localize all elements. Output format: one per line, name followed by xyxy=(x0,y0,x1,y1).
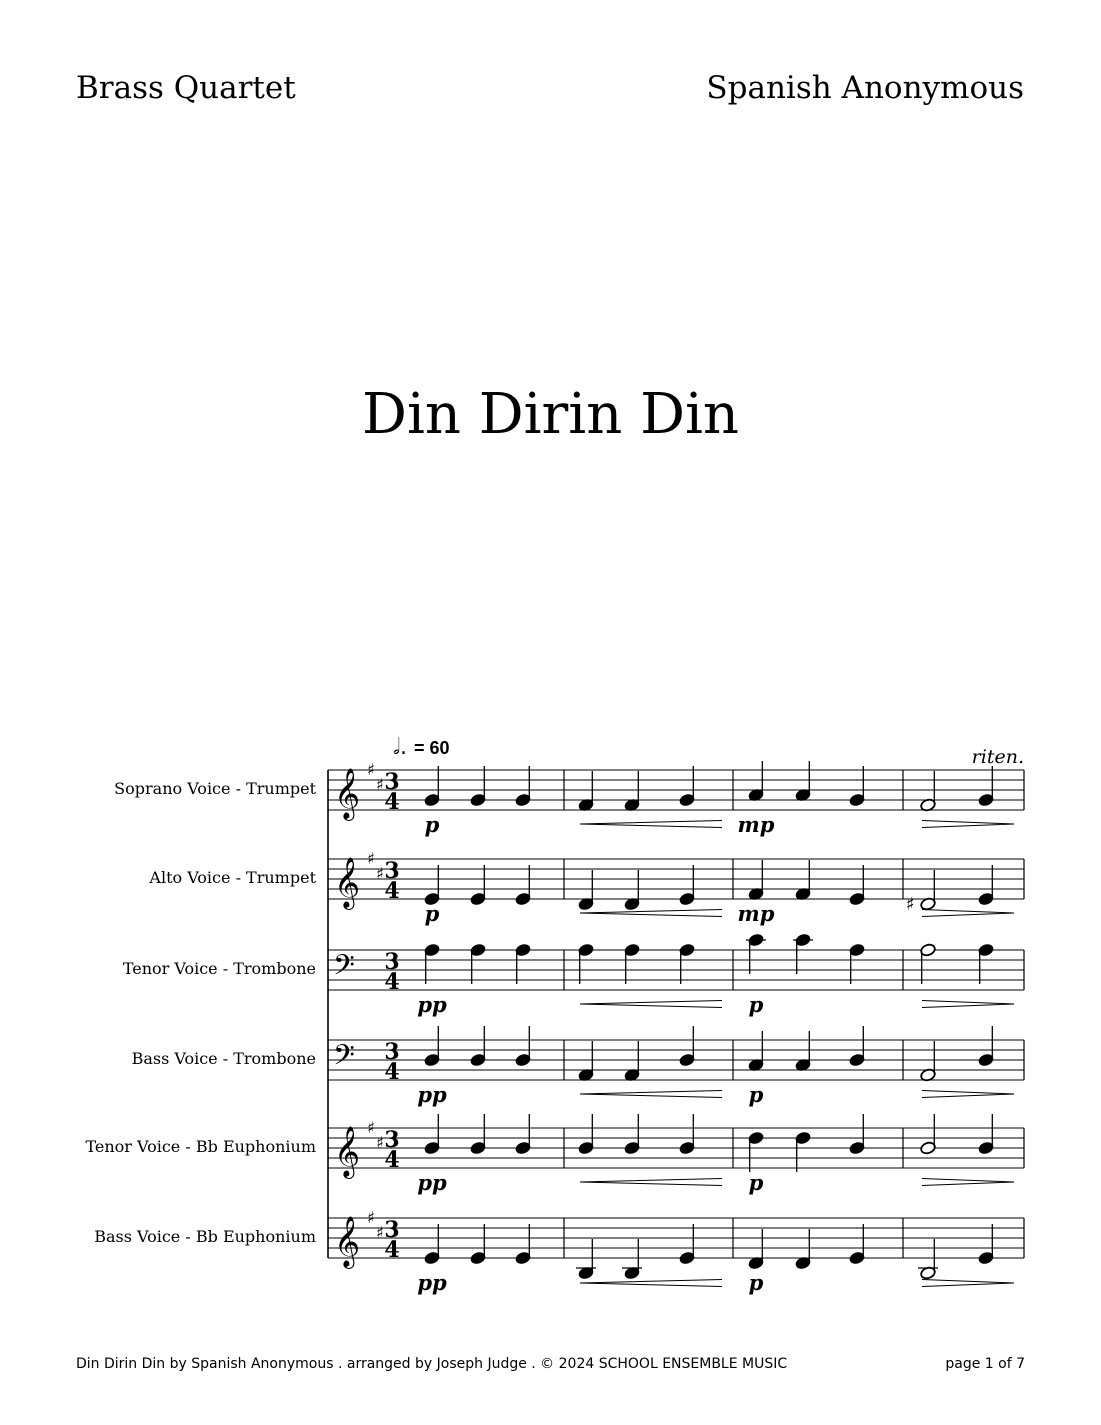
dynamic-marking: pp xyxy=(417,1270,447,1295)
dynamic-marking: p xyxy=(748,992,764,1017)
dynamic-marking: p xyxy=(748,1270,764,1295)
bass-clef-icon: 𝄢 xyxy=(333,949,355,989)
staff-label: Bass Voice - Bb Euphonium xyxy=(94,1227,316,1246)
crescendo-hairpin xyxy=(580,821,722,828)
diminuendo-hairpin xyxy=(922,1179,1014,1186)
key-sharp-f-icon: ♯ xyxy=(367,1118,375,1137)
key-sharp-f-icon: ♯ xyxy=(367,1208,375,1227)
dynamic-marking: pp xyxy=(417,992,447,1017)
accidental-sharp-icon: ♯ xyxy=(906,894,915,915)
footer-credits: Din Dirin Din by Spanish Anonymous . arranged by Joseph Judge . © 2024 SCHOOL ENSEMBLE MUSIC xyxy=(76,1356,788,1372)
diminuendo-hairpin xyxy=(922,1280,1014,1287)
time-sig-bottom: 4 xyxy=(384,1059,400,1085)
header-composer: Spanish Anonymous xyxy=(706,70,1024,106)
treble-clef-icon: 𝄞 xyxy=(334,1216,361,1267)
page-number: page 1 of 7 xyxy=(945,1356,1025,1372)
dynamic-marking: p xyxy=(748,1170,764,1195)
time-sig-bottom: 4 xyxy=(384,878,400,904)
diminuendo-hairpin xyxy=(922,1001,1014,1008)
key-sharp-c-icon: ♯ xyxy=(376,1223,384,1242)
key-sharp-f-icon: ♯ xyxy=(367,849,375,868)
time-sig-bottom: 4 xyxy=(384,1147,400,1173)
riten-marking: riten. xyxy=(971,746,1024,768)
staff-label: Alto Voice - Trumpet xyxy=(149,868,316,887)
dynamic-marking: pp xyxy=(417,1170,447,1195)
treble-clef-icon: 𝄞 xyxy=(334,857,361,908)
key-sharp-c-icon: ♯ xyxy=(376,864,384,883)
header-ensemble: Brass Quartet xyxy=(76,70,296,106)
key-sharp-f-icon: ♯ xyxy=(367,760,375,779)
diminuendo-hairpin xyxy=(922,910,1014,917)
diminuendo-hairpin xyxy=(922,821,1014,828)
piece-title: Din Dirin Din xyxy=(362,382,739,447)
staff-label: Soprano Voice - Trumpet xyxy=(114,779,316,798)
treble-clef-icon: 𝄞 xyxy=(334,1126,361,1177)
crescendo-hairpin xyxy=(580,1091,722,1098)
time-sig-top: 3 xyxy=(384,858,400,884)
time-sig-top: 3 xyxy=(384,1217,400,1243)
key-sharp-c-icon: ♯ xyxy=(376,1133,384,1152)
crescendo-hairpin xyxy=(580,1001,722,1008)
staff-label: Bass Voice - Trombone xyxy=(131,1049,316,1068)
key-sharp-c-icon: ♯ xyxy=(376,775,384,794)
tempo-marking: = 60 xyxy=(414,738,450,758)
diminuendo-hairpin xyxy=(922,1091,1014,1098)
time-sig-bottom: 4 xyxy=(384,789,400,815)
time-sig-top: 3 xyxy=(384,769,400,795)
staff-label: Tenor Voice - Trombone xyxy=(122,959,316,978)
time-sig-bottom: 4 xyxy=(384,1237,400,1263)
time-sig-top: 3 xyxy=(384,949,400,975)
time-sig-bottom: 4 xyxy=(384,969,400,995)
dynamic-marking: pp xyxy=(417,1082,447,1107)
time-sig-top: 3 xyxy=(384,1127,400,1153)
staff-label: Tenor Voice - Bb Euphonium xyxy=(85,1137,316,1156)
dynamic-marking: p xyxy=(748,1082,764,1107)
tempo-note-icon: 𝅗𝅥. xyxy=(393,735,407,760)
dynamic-marking: p xyxy=(424,901,440,926)
time-sig-top: 3 xyxy=(384,1039,400,1065)
dynamic-marking: mp xyxy=(737,812,775,837)
bass-clef-icon: 𝄢 xyxy=(333,1039,355,1079)
crescendo-hairpin xyxy=(580,1179,722,1186)
crescendo-hairpin xyxy=(580,910,722,917)
dynamic-marking: p xyxy=(424,812,440,837)
dynamic-marking: mp xyxy=(737,901,775,926)
crescendo-hairpin xyxy=(580,1280,722,1287)
treble-clef-icon: 𝄞 xyxy=(334,768,361,819)
